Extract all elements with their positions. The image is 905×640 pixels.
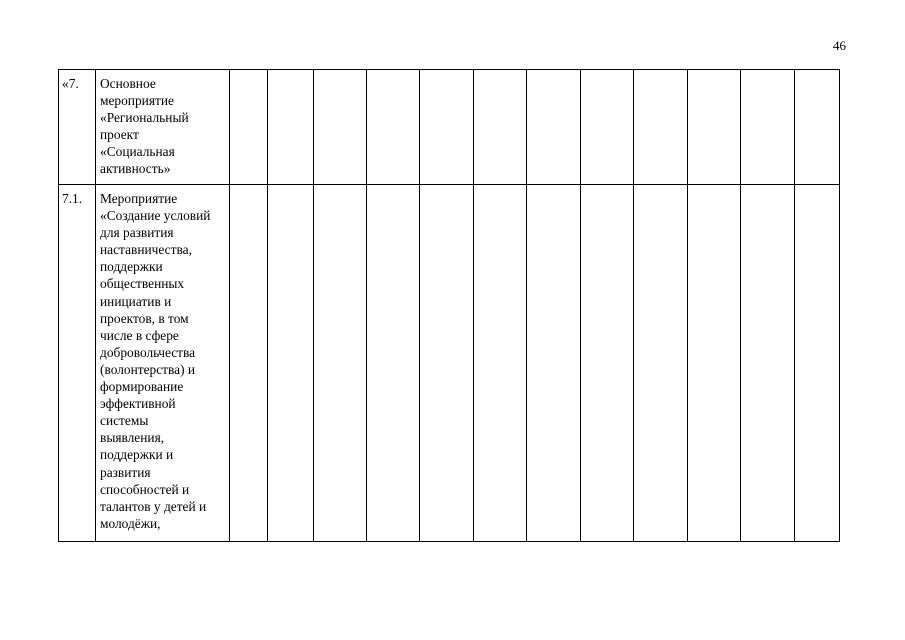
empty-cell: [230, 185, 268, 542]
empty-cell: [795, 70, 840, 185]
empty-cell: [268, 185, 314, 542]
empty-cell: [741, 185, 795, 542]
table-row: [59, 70, 840, 185]
row-title-line: системы: [100, 413, 149, 429]
empty-cell: [527, 185, 581, 542]
empty-cell: [367, 185, 420, 542]
row-title-line: числе в сфере: [100, 327, 179, 343]
row-title-line: талантов у детей и: [100, 498, 207, 514]
row-title-line: поддержки и: [100, 447, 174, 463]
row-title-cell: [96, 185, 230, 542]
row-number-cell: [59, 70, 96, 185]
empty-cell: [474, 185, 527, 542]
row-title-line: развития: [100, 464, 151, 480]
row-title-line: (волонтерства) и: [100, 361, 196, 377]
row-title-line: выявления,: [100, 430, 165, 446]
row-number-cell: [59, 185, 96, 542]
table-row: [59, 185, 840, 542]
empty-cell: [741, 70, 795, 185]
empty-cell: [634, 70, 688, 185]
row-title-line: способностей и: [100, 481, 190, 497]
empty-cell: [268, 70, 314, 185]
empty-cell: [688, 185, 741, 542]
row-title-line: активность»: [100, 161, 171, 177]
row-title-line: формирование: [100, 379, 184, 395]
empty-cell: [688, 70, 741, 185]
row-number: 7.1.: [62, 191, 83, 206]
row-title-line: молодёжи,: [100, 515, 161, 531]
empty-cell: [474, 70, 527, 185]
row-title-line: наставничества,: [100, 242, 192, 258]
row-title-line: эффективной: [100, 396, 176, 412]
row-title-line: для развития: [100, 225, 174, 241]
row-number: «7.: [62, 76, 79, 91]
row-title-line: общественных: [100, 276, 185, 292]
row-title-line: мероприятие: [100, 93, 174, 109]
empty-cell: [314, 185, 367, 542]
row-title-line: Мероприятие: [100, 191, 178, 206]
empty-cell: [314, 70, 367, 185]
empty-cell: [527, 70, 581, 185]
row-title-line: проект: [100, 127, 139, 143]
row-title-line: поддержки: [100, 259, 163, 275]
empty-cell: [634, 185, 688, 542]
row-title-line: «Создание условий: [100, 208, 211, 224]
row-title-line: «Региональный: [100, 110, 189, 126]
empty-cell: [230, 70, 268, 185]
row-title-line: Основное: [100, 76, 156, 91]
row-title-line: проектов, в том: [100, 310, 189, 326]
data-table: [58, 69, 840, 542]
empty-cell: [795, 185, 840, 542]
empty-cell: [581, 70, 634, 185]
row-title-line: «Социальная: [100, 144, 175, 160]
row-title-line: инициатив и: [100, 293, 172, 309]
row-title-line: добровольчества: [100, 344, 196, 360]
row-title-cell: [96, 70, 230, 185]
empty-cell: [420, 70, 474, 185]
empty-cell: [367, 70, 420, 185]
page-number: 46: [833, 38, 846, 53]
empty-cell: [581, 185, 634, 542]
empty-cell: [420, 185, 474, 542]
